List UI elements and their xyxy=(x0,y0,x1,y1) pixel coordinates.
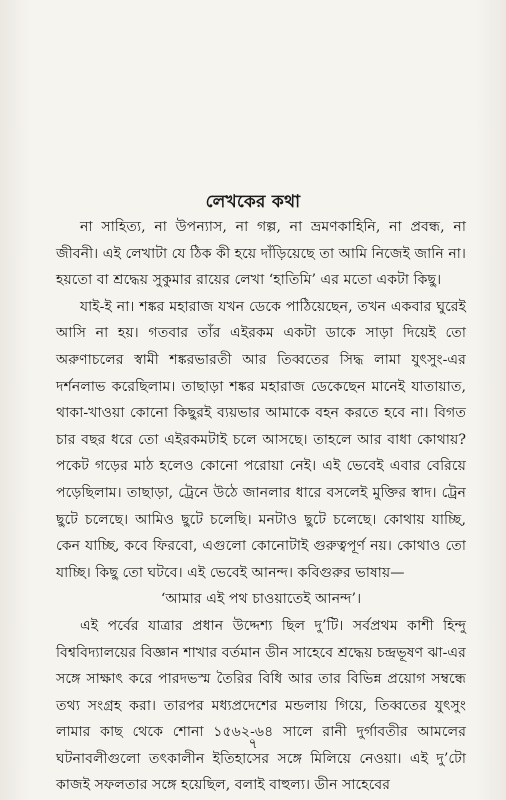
body-text xyxy=(56,214,466,799)
paragraph-3: এই পর্বের যাত্রার প্রধান উদ্দেশ্য ছিল দু’টি। সর্বপ্রথম কাশী হিন্দু বিশ্ববিদ্যালয়ের বিজ্ঞান শাখার বর্তমান ডীন সাহেবে শ্রদ্ধেয় চন্দ্রভূষণ ঝা-এর সঙ্গে সাক্ষাৎ করে পারদভস্ম তৈরির বিধি আর তার বিভিন্ন প্রয়োগ সম্বন্ধে তথ্য সংগ্রহ করা। তারপর মধ্যপ্রদেশের মন্ডলায় গিয়ে, তিব্বতের যুৎসুং লামার কাছ থেকে শোনা ১৫৬২-৬৪ সালে রানী দুর্গাবতীর আমলের ঘটনাবলীগুলো তৎকালীন ইতিহাসের সঙ্গে মিলিয়ে নেওয়া। এই দু’টো কাজই সফলতার সঙ্গে হয়েছিল, বলাই বাহুল্য। ডীন সাহেবের xyxy=(56,617,466,794)
page-title: লেখকের কথা xyxy=(205,192,301,213)
poem-quote: ‘আমার এই পথ চাওয়াতেই আনন্দ’। xyxy=(160,591,362,608)
paragraph-2: যাই-ই না। শঙ্কর মহারাজ যখন ডেকে পাঠিয়েছেন, তখন একবার ঘুরেই আসি না হয়। গতবার তাঁর এইরকম একটা ডাকে সাড়া দিয়েই তো অরুণাচলের স্বামী শঙ্করভারতী আর তিব্বতের সিদ্ধ লামা যুৎসুং-এর দর্শনলাভ করেছিলাম। তাছাড়া শঙ্কর মহারাজ ডেকেছেন মানেই যাতায়াত, থাকা-খাওয়া কোনো কিছুরই ব্যয়ভার আমাকে বহন করতে হবে না। বিগত চার বছর ধরে তো এইরকমটাই চলে আসছে। তাহলে আর বাধা কোথায়? পকেট গড়ের মাঠ হলেও কোনো পরোয়া নেই। এই ভেবেই এবার বেরিয়ে পড়েছিলাম। তাছাড়া, ট্রেনে উঠে জানলার ধারে বসলেই মুক্তির স্বাদ। ট্রেন ছুটে চলেছে। আমিও ছুটে চলেছি। মনটাও ছুটে চলেছে। কোথায় যাচ্ছি, কেন যাচ্ছি, কবে ফিরবো, এগুলো কোনোটাই গুরুত্বপূর্ণ নয়। কোথাও তো যাচ্ছি। কিছু তো ঘটবে। এই ভেবেই আনন্দ। কবিগুরুর ভাষায়— xyxy=(56,298,466,581)
paragraph-1: না সাহিত্য, না উপন্যাস, না গল্প, না ভ্রমণকাহিনি, না প্রবন্ধ, না জীবনী। এই লেখাটা যে ঠিক কী হয়ে দাঁড়িয়েছে তা আমি নিজেই জানি না। হয়তো বা শ্রদ্ধেয় সুকুমার রায়ের লেখা ‘হাতিমি’ এর মতো একটা কিছু। xyxy=(56,219,466,289)
page-number: ৭ xyxy=(248,736,258,752)
